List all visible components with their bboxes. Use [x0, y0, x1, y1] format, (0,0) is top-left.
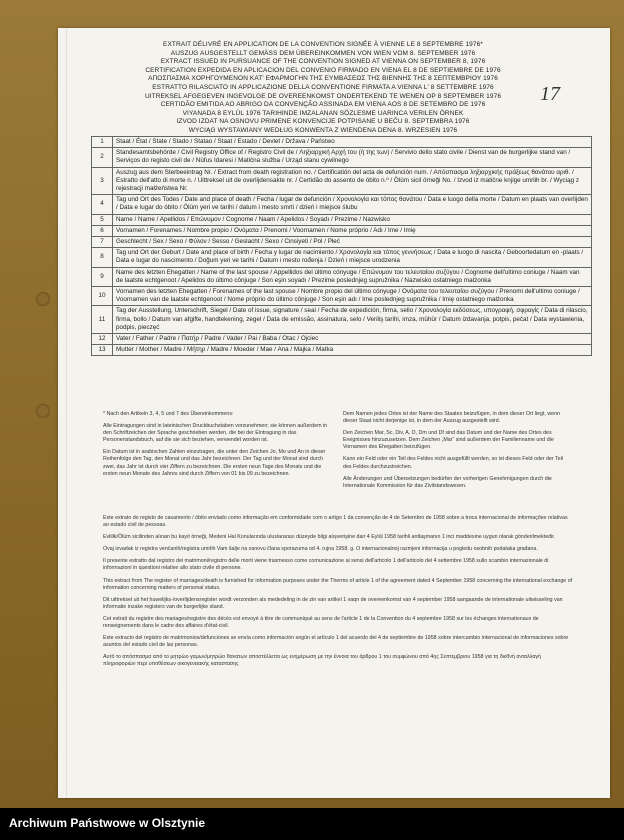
row-label: Mutter / Mother / Madre / Μήτηρ / Madre / Moeder / Mae / Ana / Majka / Matka — [113, 345, 592, 356]
row-label: Tag der Ausstellung, Unterschrift, Siegel / Date of issue, signature / seal / Fecha de expedición, firma, sello / Χρονολογία εκδόσεως, υπογραφή, σφραγίς / Data di rilascio, firma, bollo / Datum van afgifte, handtekening, zegel / Data de emissão, assinatura, selo / Veriliş tarihi, imza, mühür / Datum izdavanja, potpis, pečat / Data wystawienia, podpis, pieczęć — [113, 306, 592, 334]
row-number: 3 — [92, 167, 113, 195]
note-paragraph: Evlilik/Ölüm sicilinden alınan bu kayıt örneği, Medeni Hal Konularında uluslararası düzeyde bilgi alışverişine dair 4 Eylül 1958 tarihli antlaşmanın 1 inci maddesine uygun olarak gönderilmektedir. — [103, 534, 556, 541]
archive-name: Archiwum Państwowe w Olsztynie — [9, 816, 206, 830]
note-paragraph: Ein Datum ist in arabischen Zahlen einzutragen, die unter den Zeichen Jo, Mo und An in dieser Reihenfolge den Tag, den Monat und das Jahr bezeichnen. Der Tag und der Monat sind durch zwei, das Jahr ist durch vier Ziffern zu bezeichnen. Die ersten neun Tage des Monats und die ersten neun Monate des Jahres sind durch Ziffern von 01 bis 09 zu bezeichnen. — [103, 449, 326, 477]
note-paragraph: Este extracto del registro de matrimonios/defunciones se envía como información según el artículo 1 del acuerdo del 4 de septiembre de 1958 sobre intercambio internacional de informaciones sobre asuntos del estado civil de las personas. — [103, 635, 569, 649]
header-line: CERTIDÃO EMITIDA AO ABRIGO DA CONVENÇÃO ASSINADA EM VIENA AOS 8 DE SETEMBRO DE 1976 — [160, 101, 486, 109]
row-number: 5 — [92, 214, 113, 225]
header-line: IZVOD IZDAT NA OSNOVU PRIMENE KONVENCIJE POTPISANE U BEČU 8. SEPTEMBRA 1976 — [176, 118, 470, 126]
row-label: Name / Name / Apellidos / Επώνυμον / Cognome / Naam / Apelidos / Soyadı / Prezime / Nazwisko — [113, 214, 592, 225]
table-row — [92, 334, 592, 345]
table-row — [92, 167, 592, 195]
note-paragraph: Den Zeichen Mar, Sc, Div, A, D, Dm und Df sind das Datum und der Name des Ortes des Ereignisses hinzuzusetzen. Dem Zeichen „Mar“ sind außerdem der Familienname und die Vornamen des Ehegatten beizufügen. — [343, 430, 554, 451]
row-label: Vater / Father / Padre / Πατήρ / Padre / Vader / Pai / Baba / Otac / Ojciec — [113, 334, 592, 345]
punch-hole-icon — [36, 404, 50, 418]
table-row — [92, 267, 592, 286]
note-paragraph: Alle Eintragungen sind in lateinischen Druckbuchstaben vorzunehmen; sie können außerdem in den Schriftzeichen der Sprache geschrieben werden, die bei der Eintragung in das Personenstandsbuch, auf die sie sich beziehen, verwendet worden ist. — [103, 423, 328, 444]
table-row — [92, 214, 592, 225]
header-line: EXTRAIT DÉLIVRÉ EN APPLICATION DE LA CONVENTION SIGNÉE À VIENNE LE 8 SEPTEMBRE 1976* — [163, 41, 483, 48]
row-number: 1 — [92, 137, 113, 148]
row-label: Auszug aus dem Sterbeeintrag Nr. / Extract from death registration no. / Certificatión del acta de defunción num. / Απόσπασμα ληξιαρχικής πράξεως θανάτου αριθ. / Estratto dell'atto di morte n. / Uittreksel uit de overlijdensakte nr. / Certidão do assento de óbito n.º / Ölüm sicil örneği No. / Izvod iz matične knjige umrlih br. / Wyciąg z rejestracji małżeństwa Nr. — [113, 167, 592, 195]
row-number: 13 — [92, 345, 113, 356]
note-paragraph: Ovaj izvadak iz registra venčanih/registra umrlih Vam šalje na osnovu člana sporazuma od 4. rujna 1958. g. O internacionalnoj razmjeni informacija u pogledu osobnih podataka građana. — [103, 546, 538, 553]
note-paragraph: Dem Namen jedes Ortes ist der Name des Staates beizufügen, in dem dieser Ort liegt, wenn dieser Staat nicht derjenige ist, in dem der Auszug ausgestellt wird. — [343, 411, 560, 425]
row-number: 11 — [92, 306, 113, 334]
table-row — [92, 148, 592, 167]
notes-bottom — [103, 515, 573, 674]
row-label: Geschlecht / Sex / Sexo / Φύλον / Sesso / Geslacht / Sexo / Cinsiyeti / Pol / Płeć — [113, 237, 592, 248]
note-paragraph: Este extrato do registo de casamento / óbito enviado como informação em conformidade com o artigo 1 da convenção de 4 de Setembro de 1958 sobre a troca internacional de informações relativas ao estado civil de pessoas. — [103, 515, 568, 529]
table-row — [92, 306, 592, 334]
header-line: CERTIFICATION EXPEDIDA EN APLICACION DEL CONVENIO FIRMADO EN VIENA EL 8 DE SEPTIEMBRE DE 1976 — [145, 66, 501, 74]
note-paragraph: Il presente estratto dal registro dei matrimoni/registro delle morti viene trasmesso come comunicazione ai sensi dell'articolo 1 dell'articolo del 4 settembre 1958 sullo scambio internazionale di informazioni in questioni relative allo stato civile di persone. — [103, 558, 549, 572]
row-label: Tag und Ort des Todes / Date and place of death / Fecha / lugar de defunción / Χρονολογία και τόπος θανάτου / Data e luogo della morte / Datum en plaats van overlijden / Data e lugar do óbito / Ölüm yeri ve tarihi / datum i mesto smrti / dzień i miejsce ślubu — [113, 195, 592, 214]
header-line: UITREKSEL AFGEGEVEN INGEVOLGE DE OVEREENKOMST ONDERTEKEND TE WENEN OP 8 SEPTEMBER 1976 — [144, 92, 502, 100]
note-paragraph: This extract from The register of marriages/death is furnished for information purposes under the Therms of article 1 of the agreement dated 4 September 1958 concerning the international exchange of information concerning matters of personal status. — [103, 577, 573, 591]
table-row — [92, 195, 592, 214]
table-row — [92, 225, 592, 236]
archive-footer — [0, 808, 624, 840]
row-number: 9 — [92, 267, 113, 286]
header-line: AUSZUG AUSGESTELLT GEMÄSS DEM ÜBEREINKOMMEN VON WIEN VOM 8. SEPTEMBER 1976 — [170, 49, 476, 57]
note-paragraph: Dit uittreksel uit het huwelijks-/overlijdensregister wordt verzonden als mededeling in de zin van artikel 1 vaqn de overeenkomst van 4 september 1958 aangaande de internationale uitwisseling van informatie inzake registers van de burgerlijke stand. — [103, 596, 563, 610]
table-row — [92, 287, 592, 306]
note-paragraph: Kann ein Feld oder ein Teil des Feldes nicht ausgefüllt werden, so ist dieses Feld oder der Teil des Feldes durchzustreichen. — [343, 456, 564, 470]
row-number: 7 — [92, 237, 113, 248]
note-paragraph: Alle Änderungen und Übersetzungen bedürfen der vorherigen Genehmigungen durch die Internationale Kommission für das Zivilstandswesen. — [343, 475, 552, 489]
header-line: ESTRATTO RILASCIATO IN APPLICAZIONE DELLA CONVENTIONE FIRMATA A VIENNA L' 8 SETTEMBRE 1976 — [152, 83, 494, 91]
document-page — [58, 28, 610, 798]
note-paragraph: Αυτό το απόσπασμα από το μητρώο γαμων/μητρώο θανατων αποστέλλεται ως ενημέρωση με την έννοια του άρθρου 1 του συμφώνου από 4ης Σεπτεμβριου 1958 για τη διεθνή ανταλλαγή πληροφοριών περι υποθέσεων οικογενειακής καταστασης — [103, 654, 541, 668]
header-line: EXTRACT ISSUED IN PURSUANCE OF THE CONVENTION SIGNED AT VIENNA ON SEPTEMBER 8, 1976 — [160, 58, 486, 66]
row-number: 8 — [92, 248, 113, 267]
row-number: 2 — [92, 148, 113, 167]
header-line: ΑΠΟΣΠΑΣΜΑ ΧΟΡΗΓΟΥΜΕΝΟΝ ΚΑΤ' ΕΦΑΡΜΟΓΗΝ ΤΗΣ ΕΥΜΒΑΣΕΩΣ ΤΗΣ ΒΙΕΝΝΗΣ ΤΗΣ 8 ΣΕΠΤΕΜΒΡΙΟΥ 1976 — [148, 75, 498, 83]
punch-hole-icon — [36, 292, 50, 306]
table-row — [92, 137, 592, 148]
fields-table — [91, 136, 592, 356]
row-label: Vornamen / Forenames / Nombre propio / Ονόματα / Prenomi / Voornamen / Nome próprio / Adı / Ime / Imię — [113, 225, 592, 236]
header-line: WYCIĄG WYSTAWIANY WEDŁUG KONWENTA Z WIENDENA DENA 8. WRZESIEN 1976 — [188, 126, 458, 134]
row-number: 12 — [92, 334, 113, 345]
row-number: 6 — [92, 225, 113, 236]
notes-left — [103, 411, 328, 483]
note-paragraph: Cet extrait du registre des mariages/registre des décès est envoyé à titre de communiqué au sens de l'article 1 de la Convention du 4 septembre 1958 sur les échanges internationaux de renseignements dans le cadre des affaires d'état-civil. — [103, 615, 539, 630]
row-label: Standesamtsbehörde / Civil Registry Office of / Registro Civil de / Ληξιαρχική Αρχή του (ή της των) / Servivio dello stato civile / Dienst van de burgerlijke stand van / Serviços do registo civil de / Nüfus Idaresi / Matična služba / Urząd stanu cywilnego — [113, 148, 592, 167]
row-label: Vornamen des letzten Ehegatten / Forenames of the last spouse / Nombre propio del último cónyuge / Ονόματα του τελευταίου συζύγου / Prenomi dell'ultimo coniuge / Voornamen van de laatste echtgenoot / Nome próprio do último cônjuge / Son eşin adı / Ime poslednjeg supružnika / Imię ostatniego małżonka — [113, 287, 592, 306]
notes-right — [343, 411, 573, 495]
page-fold-line — [66, 28, 67, 798]
document-header — [118, 41, 528, 136]
note-paragraph: * Nach den Artikeln 3, 4, 5 und 7 des Übereinkommens: — [103, 411, 234, 417]
row-number: 10 — [92, 287, 113, 306]
row-label: Name des letzten Ehegatten / Name of the last spouse / Appellidos del último cónyuge / Επώνυμον του τελευταίου συζύγου / Cognome dell'ultimo coniuge / Naam van de laatste echtgenoot / Apelidos do último cônjuge / Son eşin soyadı / Prezime poslednjeg supružnika / Nazwisko ostatniego małżonka — [113, 267, 592, 286]
table-row — [92, 248, 592, 267]
handwritten-number: 17 — [540, 83, 560, 105]
table-row — [92, 237, 592, 248]
row-number: 4 — [92, 195, 113, 214]
header-line: VIYANADA 8 EYLÜL 1976 TARIHINDE IMZALANAN SÖZLESME UARINCA VERILEN ÖRNEK — [182, 109, 464, 117]
table-row — [92, 345, 592, 356]
row-label: Tag und Ort der Geburt / Date and place of birth / Fecha y lugar de nacimiento / Χρονολογία και τόπος γεννήσεως / Data e luogo di nascita / Geboortedatum en -plaats / Data e lugar do nascimento / Doğum yeri ve tarihi / Datum i mesto rođenja / Dzień i miejsce urodzenia — [113, 248, 592, 267]
row-label: Staat / État / State / Stado / Statao / Staat / Estado / Devlet / Država / Państwo — [113, 137, 592, 148]
